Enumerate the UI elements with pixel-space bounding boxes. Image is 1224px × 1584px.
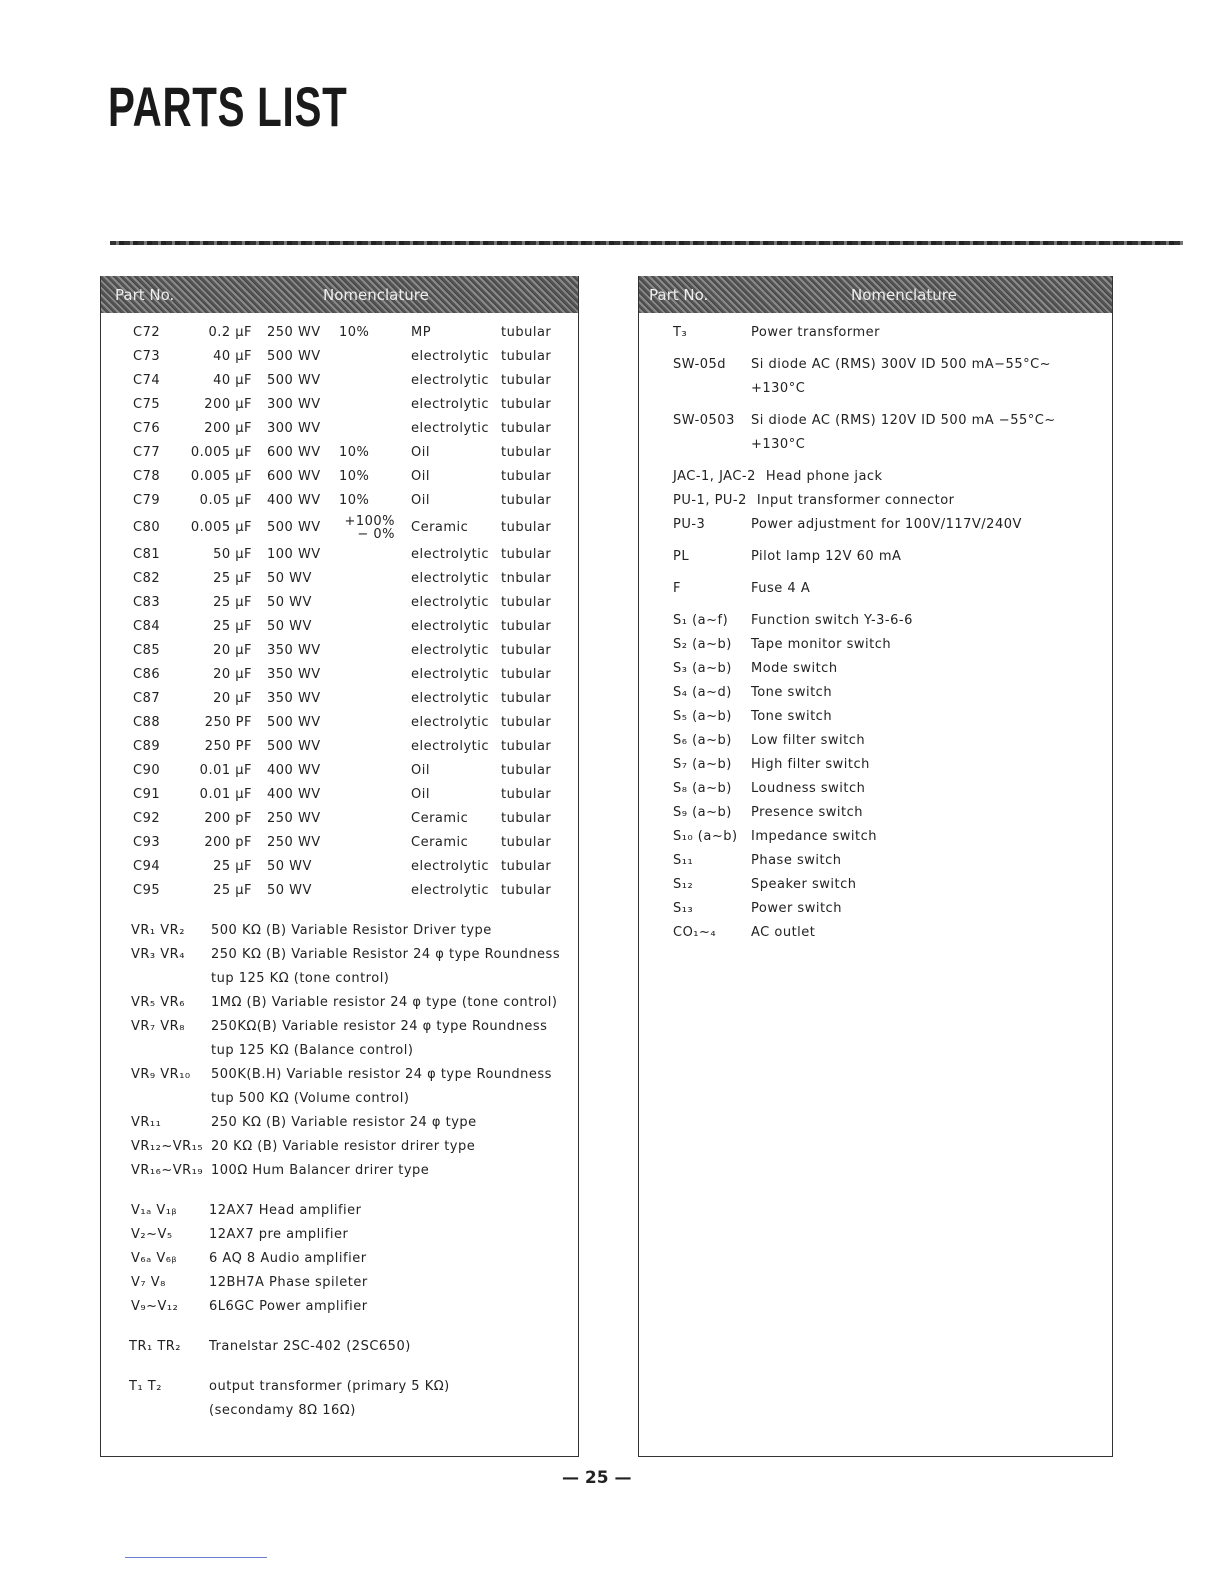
voltage-rating: 300 WV — [267, 397, 321, 412]
voltage-rating: 250 WV — [267, 325, 321, 340]
dielectric-type: Oil — [411, 763, 430, 778]
part-number: F — [673, 581, 681, 596]
table-row — [101, 321, 578, 345]
part-number: C82 — [133, 571, 161, 586]
dielectric-type: electrolytic — [411, 619, 490, 634]
spacer — [101, 1319, 578, 1335]
voltage-rating: 100 WV — [267, 547, 321, 562]
capacitance: 20 µF — [213, 667, 252, 682]
table-row — [101, 831, 578, 855]
part-number: C94 — [133, 859, 161, 874]
voltage-rating: 50 WV — [267, 883, 312, 898]
table-row — [101, 1135, 578, 1159]
dielectric-type: Ceramic — [411, 835, 469, 850]
description: Tone switch — [751, 709, 833, 724]
capacitance: 25 µF — [213, 571, 252, 586]
dielectric-type: MP — [411, 325, 432, 340]
part-number: S₅ (a~b) — [673, 709, 732, 724]
case-shape: tubular — [501, 349, 552, 364]
description: Head phone jack — [765, 469, 883, 484]
description: 12BH7A Phase spileter — [209, 1275, 368, 1290]
capacitance: 25 µF — [213, 595, 252, 610]
part-number: C78 — [133, 469, 161, 484]
table-header — [101, 276, 578, 313]
table-row — [101, 1015, 578, 1063]
description: 500K(B.H) Variable resistor 24 φ type Roundness tup 500 KΩ (Volume control) — [211, 1067, 552, 1106]
dielectric-type: electrolytic — [411, 691, 490, 706]
table-row — [101, 855, 578, 879]
tolerance: 10% — [339, 445, 370, 460]
part-number: TR₁ TR₂ — [129, 1339, 182, 1354]
table-row — [639, 353, 1112, 401]
capacitance: 0.005 µF — [190, 445, 252, 460]
table-row — [639, 921, 1112, 945]
description: Power transformer — [751, 325, 881, 340]
table-row — [639, 873, 1112, 897]
description: Mode switch — [751, 661, 838, 676]
capacitance: 0.05 µF — [199, 493, 252, 508]
header-part-no: Part No. — [115, 286, 175, 304]
part-number: PU-1, PU-2 — [673, 493, 747, 508]
part-number: VR₁₂~VR₁₅ — [131, 1139, 204, 1154]
table-row — [639, 681, 1112, 705]
description: Speaker switch — [751, 877, 857, 892]
part-number: VR₁₆~VR₁₉ — [131, 1163, 204, 1178]
table-row — [101, 417, 578, 441]
part-number: VR₇ VR₈ — [131, 1019, 185, 1034]
part-number: C75 — [133, 397, 161, 412]
description: 6 AQ 8 Audio amplifier — [209, 1251, 367, 1266]
table-row — [101, 711, 578, 735]
part-number: S₁₁ — [673, 853, 694, 868]
table-row — [101, 1159, 578, 1183]
dielectric-type: electrolytic — [411, 397, 490, 412]
page-title: PARTS LIST — [108, 75, 348, 138]
part-number: C72 — [133, 325, 161, 340]
capacitance: 25 µF — [213, 619, 252, 634]
table-row — [101, 759, 578, 783]
table-row — [639, 849, 1112, 873]
part-number: PL — [673, 549, 690, 564]
part-number: S₆ (a~b) — [673, 733, 732, 748]
table-row — [101, 1247, 578, 1271]
part-number: S₁₃ — [673, 901, 694, 916]
part-number: S₁₀ (a~b) — [673, 829, 738, 844]
tolerance: 10% — [339, 325, 370, 340]
table-row — [101, 879, 578, 903]
divider-rule — [110, 241, 1183, 245]
capacitance: 200 µF — [204, 421, 252, 436]
table-row — [101, 1223, 578, 1247]
case-shape: tubular — [501, 373, 552, 388]
part-number: SW-05d — [673, 357, 727, 372]
part-number: C76 — [133, 421, 161, 436]
description: Power adjustment for 100V/117V/240V — [751, 517, 1022, 532]
table-row — [101, 393, 578, 417]
part-number: C84 — [133, 619, 161, 634]
table-row — [639, 897, 1112, 921]
capacitance: 0.01 µF — [199, 787, 252, 802]
description: Loudness switch — [751, 781, 866, 796]
case-shape: tubular — [501, 739, 552, 754]
voltage-rating: 250 WV — [267, 811, 321, 826]
voltage-rating: 400 WV — [267, 493, 321, 508]
case-shape: tubular — [501, 595, 552, 610]
part-number: SW-0503 — [673, 413, 735, 428]
description: AC outlet — [751, 925, 816, 940]
description: output transformer (primary 5 KΩ) (secondamy 8Ω 16Ω) — [209, 1379, 450, 1418]
table-row — [639, 753, 1112, 777]
capacitance: 0.01 µF — [199, 763, 252, 778]
case-shape: tubular — [501, 787, 552, 802]
table-row — [101, 441, 578, 465]
left-rows — [101, 313, 578, 1423]
capacitance: 0.005 µF — [190, 469, 252, 484]
case-shape: tubular — [501, 520, 552, 535]
dielectric-type: Oil — [411, 787, 430, 802]
capacitance: 0.2 µF — [208, 325, 252, 340]
part-number: V₁ₐ V₁ᵦ — [131, 1203, 178, 1218]
capacitance: 25 µF — [213, 859, 252, 874]
table-row — [639, 513, 1112, 537]
description: Fuse 4 A — [751, 581, 811, 596]
dielectric-type: Ceramic — [411, 811, 469, 826]
capacitance: 20 µF — [213, 643, 252, 658]
capacitance: 40 µF — [213, 349, 252, 364]
part-number: C80 — [133, 520, 161, 535]
right-rows — [639, 313, 1112, 945]
part-number: V₇ V₈ — [131, 1275, 166, 1290]
description: Tape monitor switch — [751, 637, 892, 652]
part-number: C85 — [133, 643, 161, 658]
voltage-rating: 500 WV — [267, 739, 321, 754]
capacitance: 200 pF — [204, 811, 252, 826]
description: Presence switch — [751, 805, 863, 820]
case-shape: tubular — [501, 619, 552, 634]
dielectric-type: electrolytic — [411, 349, 490, 364]
capacitance: 200 µF — [204, 397, 252, 412]
part-number: VR₉ VR₁₀ — [131, 1067, 191, 1082]
part-number: C83 — [133, 595, 161, 610]
part-number: C81 — [133, 547, 161, 562]
footer-line — [125, 1557, 267, 1558]
part-number: C77 — [133, 445, 161, 460]
part-number: C88 — [133, 715, 161, 730]
voltage-rating: 50 WV — [267, 571, 312, 586]
dielectric-type: electrolytic — [411, 595, 490, 610]
dielectric-type: electrolytic — [411, 715, 490, 730]
dielectric-type: electrolytic — [411, 373, 490, 388]
case-shape: tnbular — [501, 571, 552, 586]
description: 250KΩ(B) Variable resistor 24 φ type Roundness tup 125 KΩ (Balance control) — [211, 1019, 548, 1058]
part-number: C91 — [133, 787, 161, 802]
header-nomenclature: Nomenclature — [851, 286, 957, 304]
voltage-rating: 500 WV — [267, 520, 321, 535]
part-number: C89 — [133, 739, 161, 754]
dielectric-type: electrolytic — [411, 667, 490, 682]
dielectric-type: electrolytic — [411, 421, 490, 436]
case-shape: tubular — [501, 643, 552, 658]
header-part-no: Part No. — [649, 286, 709, 304]
case-shape: tubular — [501, 835, 552, 850]
case-shape: tubular — [501, 469, 552, 484]
table-row — [101, 489, 578, 513]
part-number: CO₁~₄ — [673, 925, 717, 940]
table-row — [639, 409, 1112, 457]
table-row — [101, 1375, 578, 1423]
description: 6L6GC Power amplifier — [209, 1299, 368, 1314]
table-row — [101, 1271, 578, 1295]
table-row — [101, 465, 578, 489]
table-row — [639, 825, 1112, 849]
capacitance: 200 pF — [204, 835, 252, 850]
description: Function switch Y-3-6-6 — [751, 613, 913, 628]
description: Si diode AC (RMS) 300V ID 500 mA−55°C~ +130°C — [751, 357, 1052, 396]
page-number: — 25 — — [562, 1468, 632, 1488]
spacer — [101, 1359, 578, 1375]
part-number: VR₁₁ — [131, 1115, 162, 1130]
table-row — [101, 1063, 578, 1111]
part-number: C73 — [133, 349, 161, 364]
dielectric-type: Ceramic — [411, 520, 469, 535]
voltage-rating: 400 WV — [267, 763, 321, 778]
table-row — [101, 1335, 578, 1359]
case-shape: tubular — [501, 811, 552, 826]
voltage-rating: 500 WV — [267, 373, 321, 388]
case-shape: tubular — [501, 325, 552, 340]
table-row — [101, 687, 578, 711]
part-number: C95 — [133, 883, 161, 898]
dielectric-type: Oil — [411, 493, 430, 508]
table-row — [101, 1295, 578, 1319]
part-number: S₄ (a~d) — [673, 685, 732, 700]
voltage-rating: 400 WV — [267, 787, 321, 802]
voltage-rating: 300 WV — [267, 421, 321, 436]
case-shape: tubular — [501, 859, 552, 874]
part-number: C93 — [133, 835, 161, 850]
table-row — [101, 663, 578, 687]
voltage-rating: 350 WV — [267, 691, 321, 706]
table-row — [101, 567, 578, 591]
part-number: C87 — [133, 691, 161, 706]
right-parts-table — [638, 276, 1113, 1457]
voltage-rating: 350 WV — [267, 643, 321, 658]
part-number: VR₅ VR₆ — [131, 995, 185, 1010]
part-number: S₉ (a~b) — [673, 805, 732, 820]
case-shape: tubular — [501, 493, 552, 508]
description: Tone switch — [751, 685, 833, 700]
table-row — [101, 783, 578, 807]
table-row — [639, 777, 1112, 801]
description: Input transformer connector — [756, 493, 955, 508]
table-row — [101, 639, 578, 663]
voltage-rating: 600 WV — [267, 445, 321, 460]
part-number: S₁₂ — [673, 877, 694, 892]
part-number: VR₁ VR₂ — [131, 923, 185, 938]
capacitance: 0.005 µF — [190, 520, 252, 535]
part-number: S₇ (a~b) — [673, 757, 732, 772]
capacitance: 50 µF — [213, 547, 252, 562]
table-row — [639, 729, 1112, 753]
voltage-rating: 50 WV — [267, 619, 312, 634]
part-number: V₉~V₁₂ — [131, 1299, 179, 1314]
table-row — [639, 321, 1112, 345]
table-row — [101, 991, 578, 1015]
left-parts-table — [100, 276, 579, 1457]
description: 1MΩ (B) Variable resistor 24 φ type (tone control) — [211, 995, 558, 1010]
table-row — [639, 633, 1112, 657]
table-row — [639, 577, 1112, 601]
description: Power switch — [751, 901, 842, 916]
table-row — [639, 801, 1112, 825]
dielectric-type: electrolytic — [411, 571, 490, 586]
part-number: S₂ (a~b) — [673, 637, 732, 652]
table-header — [639, 276, 1112, 313]
header-nomenclature: Nomenclature — [323, 286, 429, 304]
table-row — [101, 1111, 578, 1135]
part-number: S₈ (a~b) — [673, 781, 732, 796]
table-row — [639, 489, 1112, 513]
part-number: S₃ (a~b) — [673, 661, 732, 676]
dielectric-type: electrolytic — [411, 739, 490, 754]
spacer — [101, 903, 578, 919]
capacitance: 250 PF — [204, 715, 252, 730]
part-number: S₁ (a~f) — [673, 613, 729, 628]
part-number: C92 — [133, 811, 161, 826]
description: Pilot lamp 12V 60 mA — [751, 549, 902, 564]
table-row — [639, 609, 1112, 633]
dielectric-type: Oil — [411, 445, 430, 460]
capacitance: 25 µF — [213, 883, 252, 898]
table-row — [101, 513, 578, 543]
description: Phase switch — [751, 853, 842, 868]
table-row — [101, 943, 578, 991]
case-shape: tubular — [501, 547, 552, 562]
description: Impedance switch — [751, 829, 877, 844]
capacitance: 40 µF — [213, 373, 252, 388]
table-row — [101, 735, 578, 759]
case-shape: tubular — [501, 667, 552, 682]
tolerance: +100% − 0% — [344, 514, 395, 542]
description: Low filter switch — [751, 733, 866, 748]
part-number: V₆ₐ V₆ᵦ — [131, 1251, 178, 1266]
table-row — [101, 919, 578, 943]
tolerance: 10% — [339, 469, 370, 484]
description: 12AX7 Head amplifier — [209, 1203, 362, 1218]
case-shape: tubular — [501, 445, 552, 460]
description: 500 KΩ (B) Variable Resistor Driver type — [211, 923, 492, 938]
case-shape: tubular — [501, 763, 552, 778]
case-shape: tubular — [501, 715, 552, 730]
description: 250 KΩ (B) Variable resistor 24 φ type — [211, 1115, 477, 1130]
part-number: C79 — [133, 493, 161, 508]
case-shape: tubular — [501, 397, 552, 412]
case-shape: tubular — [501, 421, 552, 436]
description: Si diode AC (RMS) 120V ID 500 mA −55°C~ +130°C — [751, 413, 1056, 452]
description: 100Ω Hum Balancer drirer type — [211, 1163, 430, 1178]
table-row — [101, 369, 578, 393]
spacer — [101, 1183, 578, 1199]
voltage-rating: 50 WV — [267, 595, 312, 610]
dielectric-type: electrolytic — [411, 859, 490, 874]
table-row — [101, 615, 578, 639]
case-shape: tubular — [501, 883, 552, 898]
description: Tranelstar 2SC-402 (2SC650) — [209, 1339, 411, 1354]
voltage-rating: 250 WV — [267, 835, 321, 850]
part-number: T₃ — [673, 325, 688, 340]
voltage-rating: 600 WV — [267, 469, 321, 484]
voltage-rating: 350 WV — [267, 667, 321, 682]
dielectric-type: electrolytic — [411, 547, 490, 562]
part-number: C90 — [133, 763, 161, 778]
part-number: V₂~V₅ — [131, 1227, 173, 1242]
table-row — [101, 807, 578, 831]
table-row — [639, 657, 1112, 681]
tolerance: 10% — [339, 493, 370, 508]
description: 12AX7 pre amplifier — [209, 1227, 349, 1242]
table-row — [101, 345, 578, 369]
table-row — [639, 705, 1112, 729]
description: 20 KΩ (B) Variable resistor drirer type — [211, 1139, 476, 1154]
voltage-rating: 500 WV — [267, 715, 321, 730]
table-row — [101, 1199, 578, 1223]
dielectric-type: electrolytic — [411, 883, 490, 898]
description: 250 KΩ (B) Variable Resistor 24 φ type Roundness tup 125 KΩ (tone control) — [211, 947, 561, 986]
description: High filter switch — [751, 757, 870, 772]
table-row — [639, 465, 1112, 489]
part-number: VR₃ VR₄ — [131, 947, 185, 962]
voltage-rating: 50 WV — [267, 859, 312, 874]
voltage-rating: 500 WV — [267, 349, 321, 364]
table-row — [101, 591, 578, 615]
part-number: C86 — [133, 667, 161, 682]
dielectric-type: electrolytic — [411, 643, 490, 658]
dielectric-type: Oil — [411, 469, 430, 484]
part-number: PU-3 — [673, 517, 706, 532]
table-row — [101, 543, 578, 567]
case-shape: tubular — [501, 691, 552, 706]
capacitance: 20 µF — [213, 691, 252, 706]
part-number: T₁ T₂ — [129, 1379, 162, 1394]
part-number: C74 — [133, 373, 161, 388]
part-number: JAC-1, JAC-2 — [673, 469, 756, 484]
capacitance: 250 PF — [204, 739, 252, 754]
table-row — [639, 545, 1112, 569]
